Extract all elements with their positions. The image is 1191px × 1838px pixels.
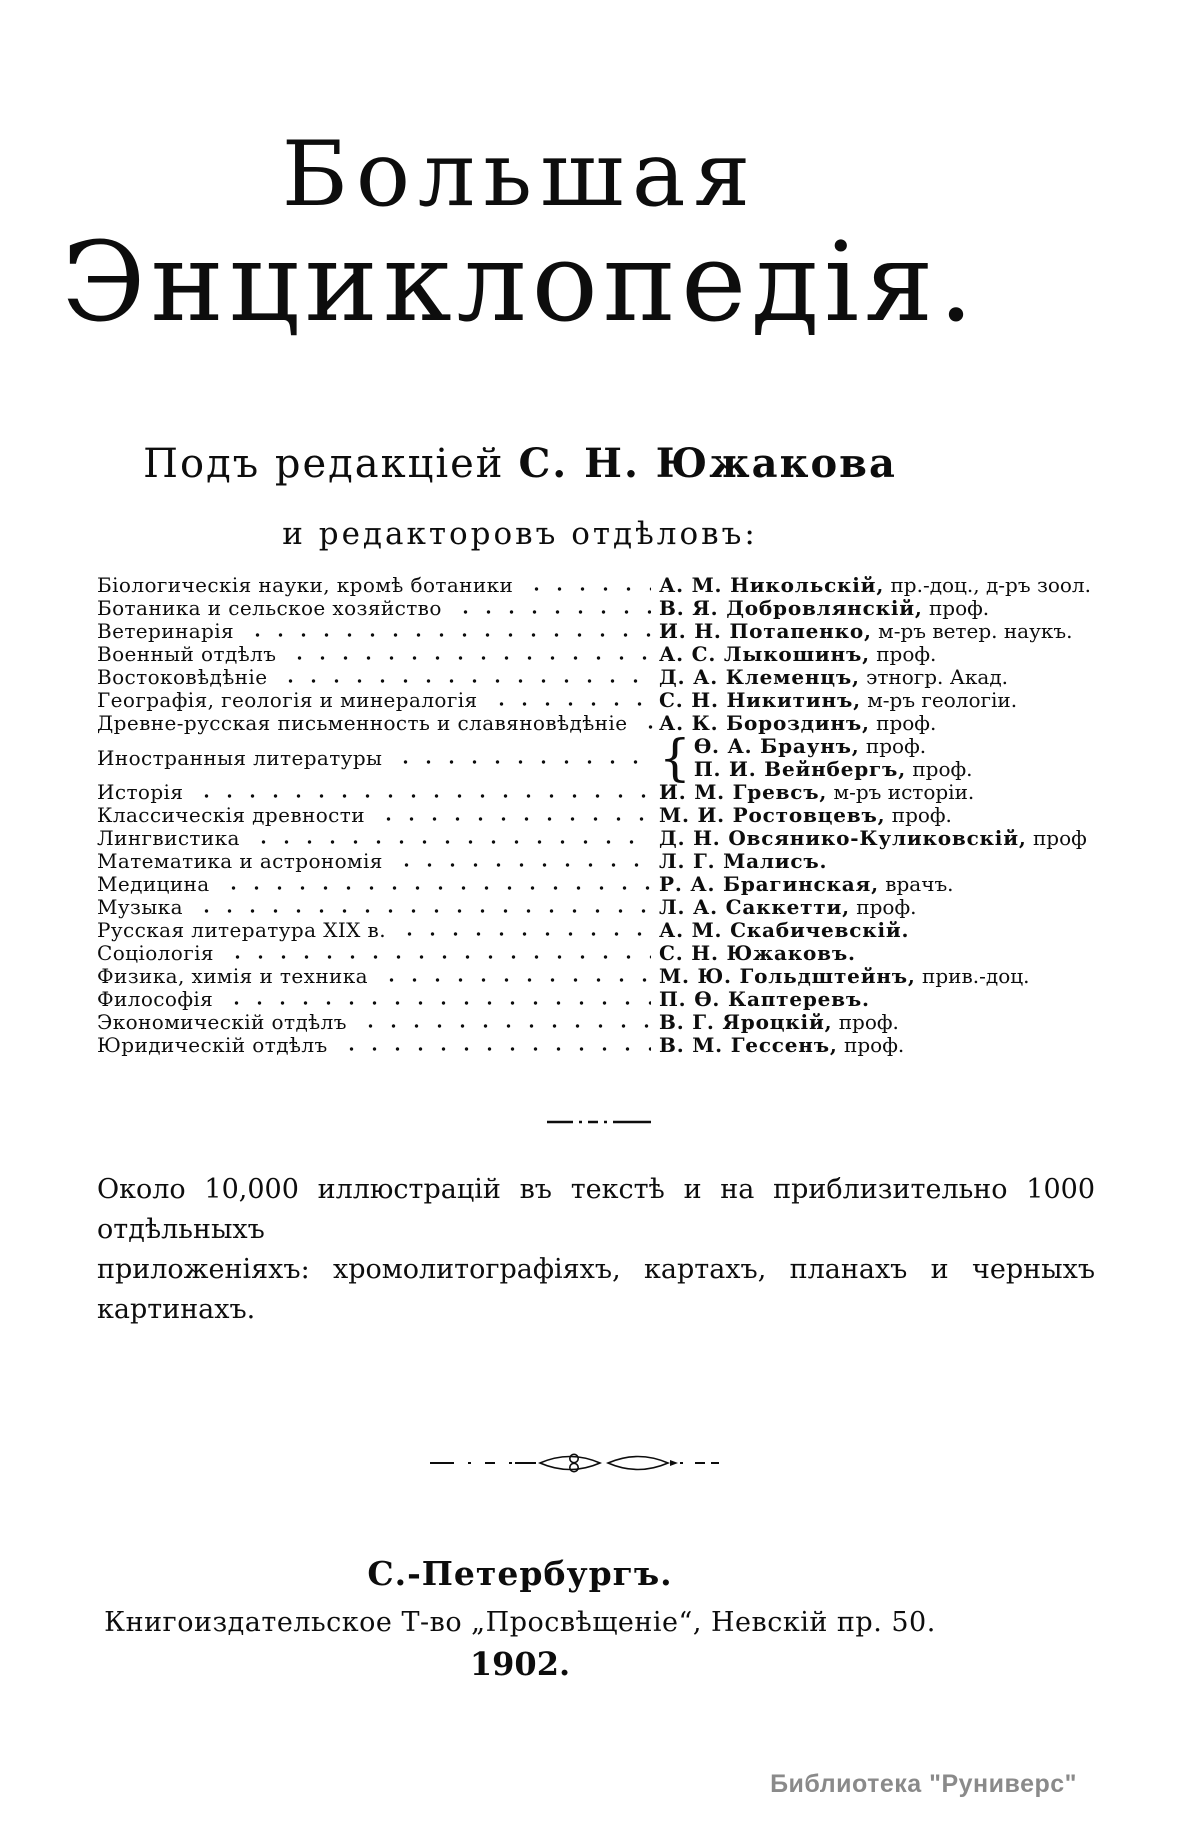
editor-name-line xyxy=(659,827,1097,850)
editors-table-row xyxy=(97,620,1097,643)
editor-name: Л. А. Саккетти, xyxy=(659,895,850,919)
ornament-divider xyxy=(428,1448,720,1478)
editor-name: И. М. Гревсъ, xyxy=(659,780,828,804)
dot-leader xyxy=(226,954,651,960)
dot-leader xyxy=(252,839,651,845)
editor-cell xyxy=(659,781,1097,804)
department-label: Философія xyxy=(97,987,214,1011)
note-line-2: приложеніяхъ: хромолитографіяхъ, картахъ, планахъ и черныхъ картинахъ. xyxy=(97,1254,1095,1325)
department-cell xyxy=(97,942,659,965)
editor-name: А. К. Бороздинъ, xyxy=(659,711,870,735)
editors-table-row xyxy=(97,597,1097,620)
editor-cell xyxy=(659,620,1097,643)
editor-names xyxy=(659,666,1097,689)
book-title-line1: Большая xyxy=(281,122,759,227)
department-label: Юридическій отдѣлъ xyxy=(97,1033,328,1057)
dot-leader xyxy=(279,678,651,684)
department-cell xyxy=(97,827,659,850)
editor-name-line xyxy=(659,1011,1097,1034)
editors-table-row xyxy=(97,666,1097,689)
department-label: Физика, химія и техника xyxy=(97,964,368,988)
department-cell xyxy=(97,988,659,1011)
editor-name-line xyxy=(659,850,1097,873)
editor-names xyxy=(659,574,1097,597)
editor-title: проф. xyxy=(837,1033,905,1057)
department-label: Лингвистика xyxy=(97,826,240,850)
brace-glyph: { xyxy=(659,729,691,787)
editor-name-line xyxy=(659,873,1097,896)
editor-name-line xyxy=(659,689,1097,712)
department-label: Исторія xyxy=(97,780,184,804)
editor-cell xyxy=(659,873,1097,896)
editor-names xyxy=(694,735,1097,781)
department-label: Классическія древности xyxy=(97,803,365,827)
dot-leader xyxy=(222,885,651,891)
editors-table-row xyxy=(97,873,1097,896)
editor-name: В. Г. Яроцкій, xyxy=(659,1010,833,1034)
editor-title: пр.-доц., д-ръ зоол. xyxy=(884,573,1091,597)
editor-title: проф. xyxy=(869,642,937,666)
editors-table xyxy=(97,574,1097,1057)
editor-name: П. Ѳ. Каптеревъ. xyxy=(659,987,870,1011)
department-cell xyxy=(97,804,659,827)
byline xyxy=(0,440,1040,487)
department-label: Біологическія науки, кромѣ ботаники xyxy=(97,573,514,597)
editors-table-row xyxy=(97,804,1097,827)
byline-subheading: и редакторовъ отдѣловъ: xyxy=(282,516,758,552)
editor-cell xyxy=(659,804,1097,827)
editor-names xyxy=(659,689,1097,712)
editor-names xyxy=(659,712,1097,735)
editor-name: Л. Г. Малисъ. xyxy=(659,849,828,873)
department-cell xyxy=(97,597,659,620)
editors-table-row xyxy=(97,712,1097,735)
dot-leader xyxy=(398,931,651,937)
illustrations-note xyxy=(97,1170,1095,1330)
editors-table-row xyxy=(97,781,1097,804)
dot-leader xyxy=(377,816,651,822)
editor-name-line xyxy=(659,965,1097,988)
editor-title: м-ръ исторіи. xyxy=(827,780,975,804)
editors-table-row xyxy=(97,896,1097,919)
editor-name-line xyxy=(659,620,1097,643)
editors-table-row xyxy=(97,988,1097,1011)
dot-leader xyxy=(288,655,651,661)
book-title xyxy=(0,122,1040,346)
department-label: Военный отдѣлъ xyxy=(97,642,277,666)
department-cell xyxy=(97,873,659,896)
department-label: Медицина xyxy=(97,872,210,896)
editor-name: И. Н. Потапенко, xyxy=(659,619,872,643)
dot-leader xyxy=(525,586,651,592)
imprint-year: 1902. xyxy=(469,1645,571,1683)
department-label: Музыка xyxy=(97,895,183,919)
editor-cell xyxy=(659,689,1097,712)
department-label: Русская литература XIX в. xyxy=(97,918,386,942)
editor-cell xyxy=(659,919,1097,942)
editor-name-line xyxy=(659,574,1097,597)
book-title-line2: Энциклопедія. xyxy=(61,217,979,346)
editor-names xyxy=(659,850,1097,873)
editor-names xyxy=(659,988,1097,1011)
editor-names xyxy=(659,597,1097,620)
dot-leader xyxy=(225,1000,651,1006)
department-cell xyxy=(97,919,659,942)
byline-prefix: Подъ редакціей xyxy=(143,441,505,487)
editor-cell xyxy=(659,1034,1097,1057)
editors-table-row xyxy=(97,827,1097,850)
editor-name: С. Н. Никитинъ, xyxy=(659,688,861,712)
editor-name-line xyxy=(694,735,1097,758)
editors-table-row xyxy=(97,942,1097,965)
dot-leader xyxy=(195,908,651,914)
editor-cell xyxy=(659,666,1097,689)
dot-leader xyxy=(359,1023,651,1029)
editor-name: С. Н. Южаковъ. xyxy=(659,941,856,965)
editor-name: Д. Н. Овсянико-Куликовскій, xyxy=(659,826,1027,850)
editors-table-row xyxy=(97,574,1097,597)
editor-cell xyxy=(659,827,1097,850)
department-label: Иностранныя литературы xyxy=(97,745,383,770)
department-cell xyxy=(97,712,659,735)
editor-names xyxy=(659,1011,1097,1034)
editor-names xyxy=(659,643,1097,666)
dot-leader xyxy=(395,862,651,868)
editor-cell xyxy=(659,574,1097,597)
editor-name-line xyxy=(659,666,1097,689)
dot-leader xyxy=(490,701,651,707)
dot-leader xyxy=(340,1046,651,1052)
editor-name: Ѳ. А. Браунъ, xyxy=(693,734,860,758)
dot-leader xyxy=(394,759,651,765)
editor-name-line xyxy=(659,804,1097,827)
dash-divider xyxy=(547,1119,651,1125)
editor-name-line xyxy=(659,643,1097,666)
editor-title: проф xyxy=(1026,826,1087,850)
editor-title: проф. xyxy=(922,596,990,620)
department-cell xyxy=(97,1034,659,1057)
editor-name-line xyxy=(659,597,1097,620)
department-cell xyxy=(97,896,659,919)
editor-name-line xyxy=(659,942,1097,965)
department-label: Географія, геологія и минералогія xyxy=(97,688,478,712)
editor-names xyxy=(659,873,1097,896)
editor-title: м-ръ геологіи. xyxy=(860,688,1018,712)
editor-name-line xyxy=(659,896,1097,919)
editors-table-row xyxy=(97,689,1097,712)
editor-title: проф. xyxy=(859,734,927,758)
editor-name: Р. А. Брагинская, xyxy=(659,872,879,896)
editor-title: проф. xyxy=(869,711,937,735)
department-cell xyxy=(97,620,659,643)
editor-name: А. С. Лыкошинъ, xyxy=(659,642,870,666)
editor-title: проф. xyxy=(832,1010,899,1034)
editor-cell xyxy=(659,850,1097,873)
editor-cell xyxy=(659,643,1097,666)
editor-cell xyxy=(659,712,1097,735)
dot-leader xyxy=(195,793,651,799)
editor-name: В. М. Гессенъ, xyxy=(659,1033,838,1057)
editors-table-row xyxy=(97,850,1097,873)
department-label: Экономическій отдѣлъ xyxy=(97,1010,347,1034)
editors-table-row xyxy=(97,1011,1097,1034)
imprint-publisher: Книгоиздательское Т-во „Просвѣщеніе“, Невскій пр. 50. xyxy=(104,1607,936,1638)
dot-leader xyxy=(380,977,651,983)
editor-cell xyxy=(659,1011,1097,1034)
editors-table-row xyxy=(97,643,1097,666)
department-label: Древне-русская письменность и славяновѣдѣніе xyxy=(97,711,628,735)
note-line-1: Около 10,000 иллюстрацій въ текстѣ и на приблизительно 1000 отдѣльныхъ xyxy=(97,1174,1095,1245)
editors-table-row xyxy=(97,919,1097,942)
editor-title: этногр. Акад. xyxy=(859,665,1008,689)
editor-name: М. Ю. Гольдштейнъ, xyxy=(659,964,916,988)
editor-name: А. М. Никольскій, xyxy=(659,573,885,597)
byline-editor-name: С. Н. Южакова xyxy=(518,440,897,487)
editor-names xyxy=(659,965,1097,988)
editor-names xyxy=(659,781,1097,804)
editor-title: прив.-доц. xyxy=(915,964,1030,988)
department-cell xyxy=(97,850,659,873)
editor-title: проф. xyxy=(849,895,917,919)
editor-names xyxy=(659,942,1097,965)
editor-cell xyxy=(659,729,1097,787)
department-cell xyxy=(97,666,659,689)
library-watermark: Библиотека "Руниверс" xyxy=(770,1770,1077,1798)
editor-name: П. И. Вейнбергъ, xyxy=(693,757,906,781)
editor-title: м-ръ ветер. наукъ. xyxy=(871,619,1073,643)
department-cell xyxy=(97,781,659,804)
editor-names xyxy=(659,620,1097,643)
department-label: Востоковѣдѣніе xyxy=(97,665,268,689)
department-cell xyxy=(97,643,659,666)
editor-names xyxy=(659,804,1097,827)
department-label: Ветеринарія xyxy=(97,619,235,643)
editor-names xyxy=(659,896,1097,919)
dot-leader xyxy=(639,724,657,730)
editor-names xyxy=(659,1034,1097,1057)
editors-table-row xyxy=(97,1034,1097,1057)
editor-name-line xyxy=(659,1034,1097,1057)
department-cell xyxy=(97,747,659,770)
editors-table-row xyxy=(97,965,1097,988)
department-label: Соціологія xyxy=(97,941,214,965)
editor-name-line xyxy=(659,988,1097,1011)
editor-name-line xyxy=(694,758,1097,781)
editor-title: проф. xyxy=(905,757,973,781)
editor-cell xyxy=(659,988,1097,1011)
dot-leader xyxy=(454,609,651,615)
editor-name-line xyxy=(659,919,1097,942)
department-cell xyxy=(97,574,659,597)
department-cell xyxy=(97,1011,659,1034)
editor-cell xyxy=(659,896,1097,919)
department-label: Ботаника и сельское хозяйство xyxy=(97,596,442,620)
editor-title: проф. xyxy=(885,803,952,827)
editor-names xyxy=(659,827,1097,850)
editor-names xyxy=(659,919,1097,942)
editors-table-row xyxy=(97,729,1097,787)
imprint-city: С.-Петербургъ. xyxy=(367,1554,673,1593)
editor-cell xyxy=(659,965,1097,988)
department-cell xyxy=(97,965,659,988)
editor-name-line xyxy=(659,712,1097,735)
editor-name: Д. А. Клеменцъ, xyxy=(659,665,860,689)
department-cell xyxy=(97,689,659,712)
editor-cell xyxy=(659,597,1097,620)
editor-name: А. М. Скабичевскій. xyxy=(659,918,910,942)
editor-title: врачъ. xyxy=(878,872,954,896)
editor-cell xyxy=(659,942,1097,965)
dot-leader xyxy=(246,632,651,638)
editor-name: В. Я. Добровлянскій, xyxy=(659,596,923,620)
editor-name: М. И. Ростовцевъ, xyxy=(659,803,886,827)
department-label: Математика и астрономія xyxy=(97,849,383,873)
editor-name-line xyxy=(659,781,1097,804)
